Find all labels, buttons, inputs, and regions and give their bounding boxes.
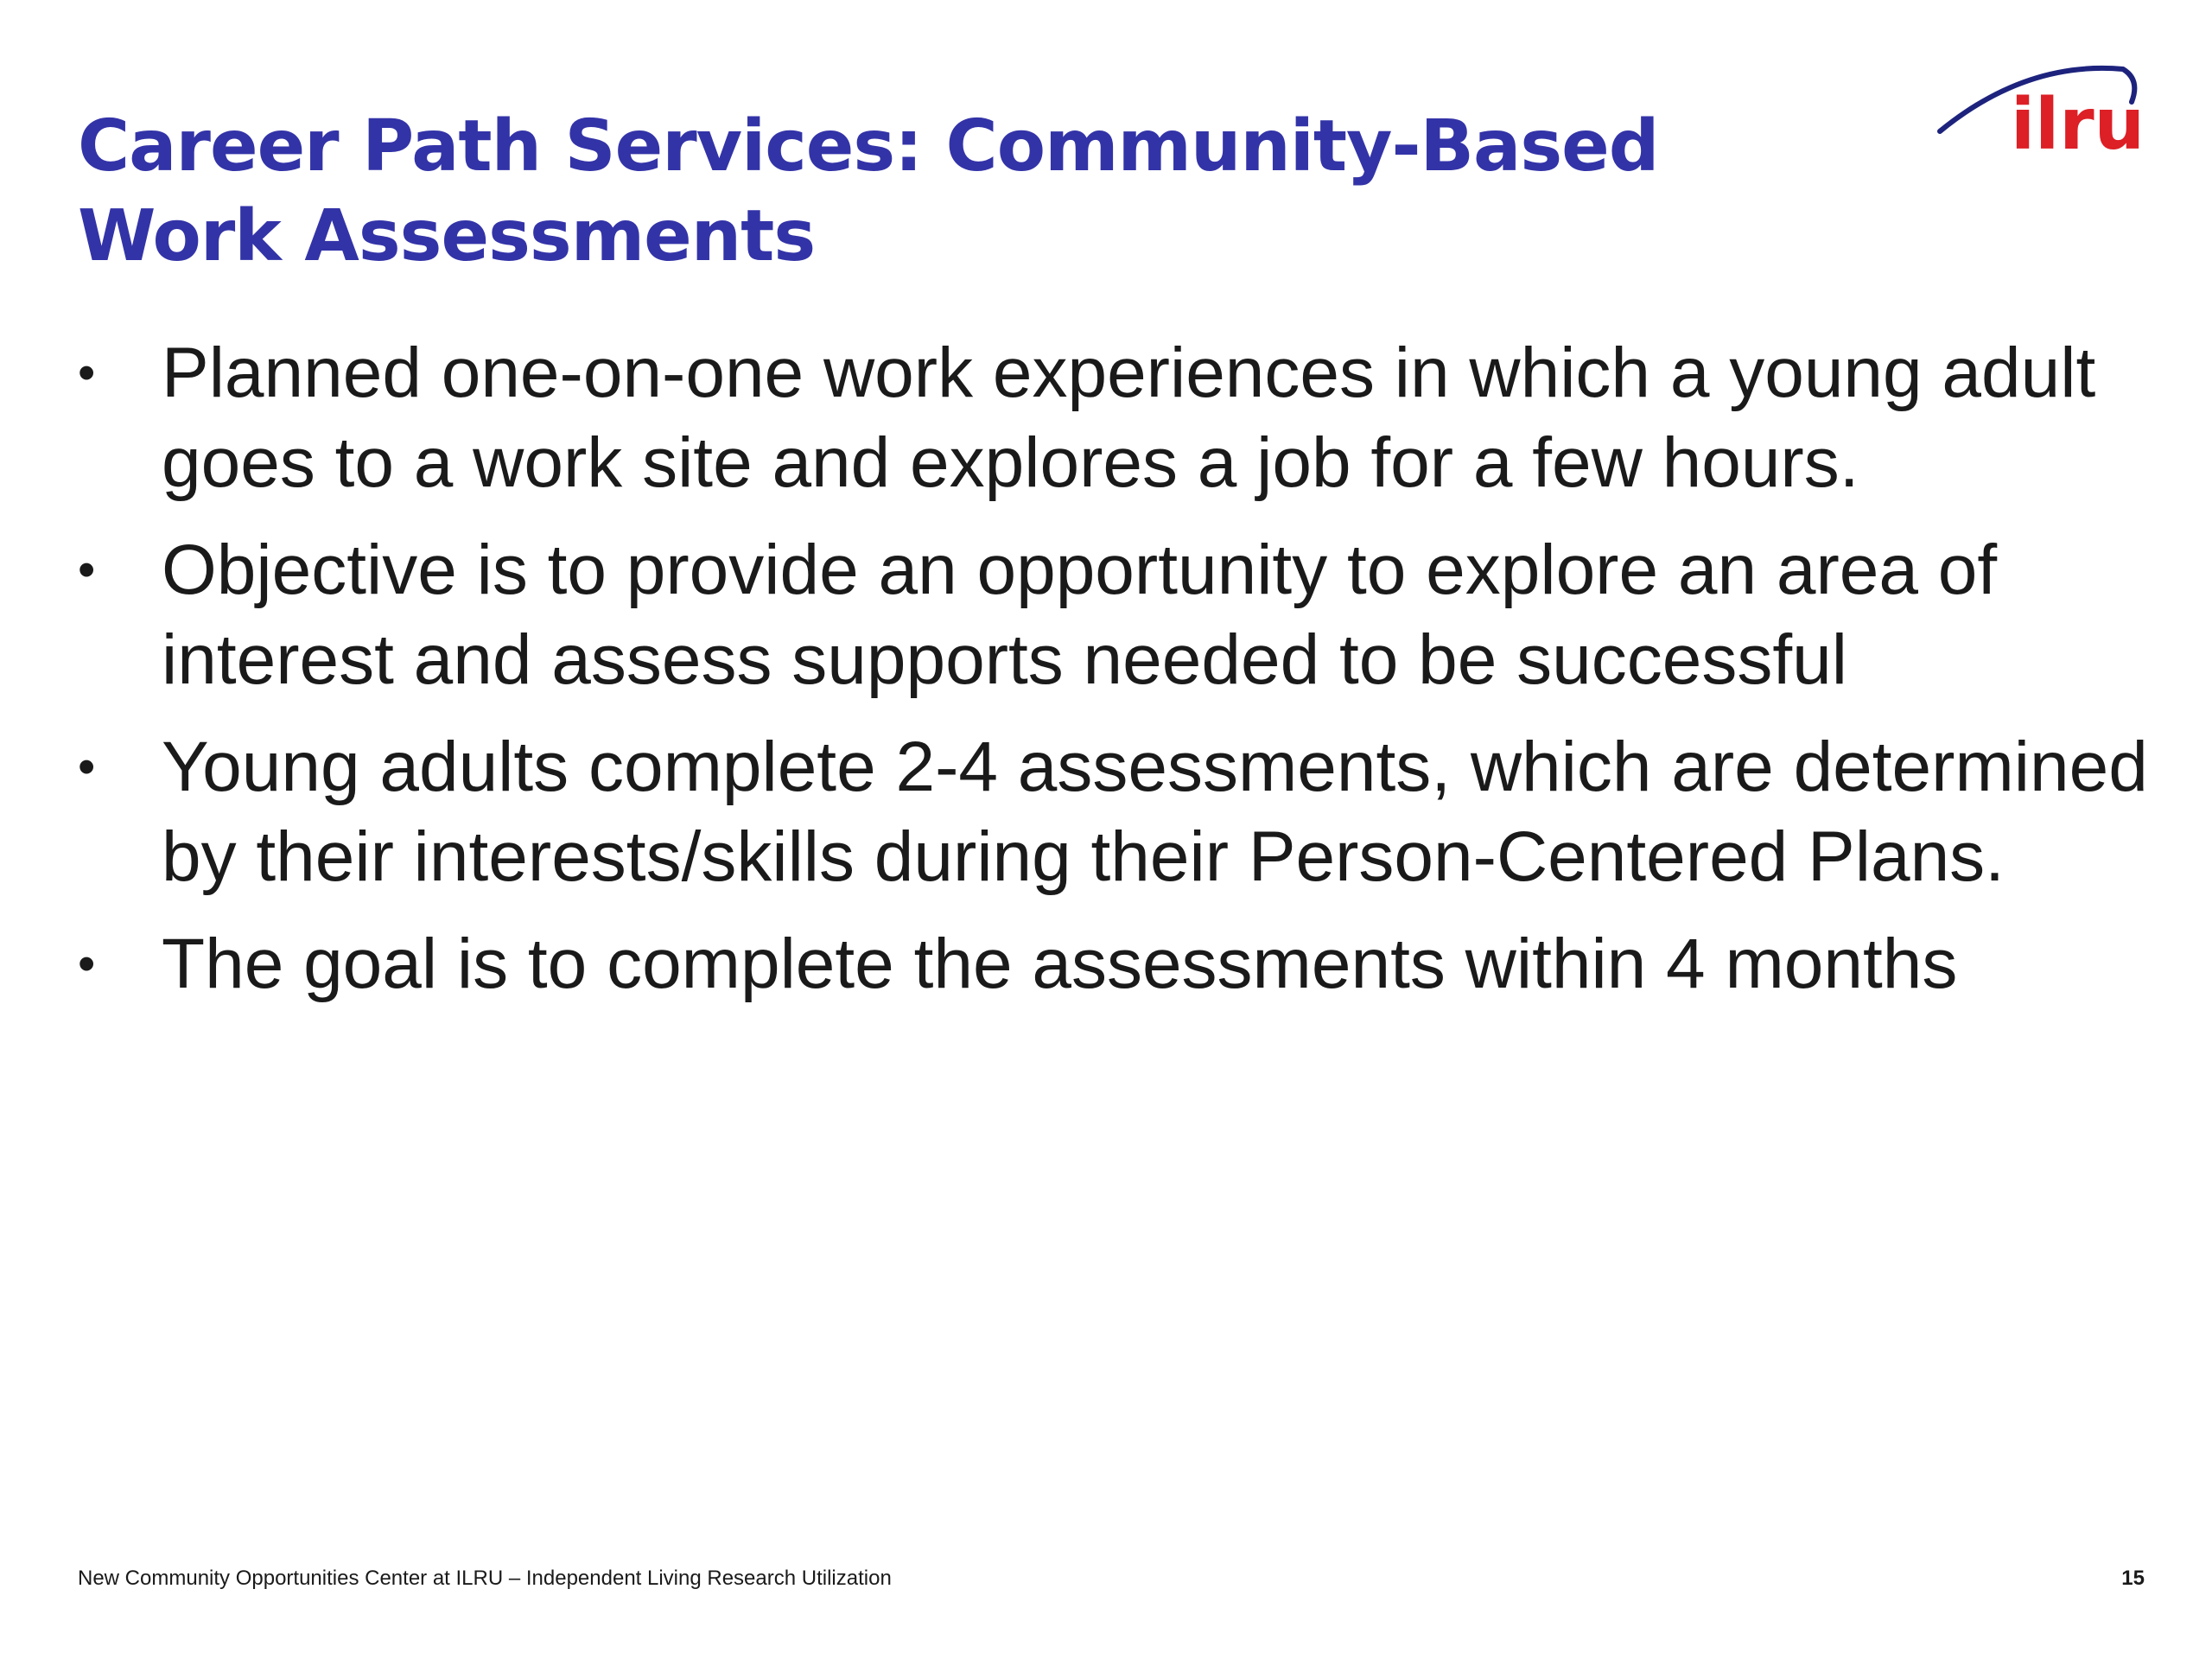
bullet-text: Young adults complete 2-4 assessments, which are determined by their interests/skills during their Person-Centered Plans. [162, 728, 2148, 896]
bullet-text: Planned one-on-one work experiences in which a young adult goes to a work site and explores a job for a few hours. [162, 334, 2096, 502]
ilru-logo [1923, 35, 2147, 164]
bullet-item [78, 722, 2169, 902]
bullet-dot-icon: • [78, 542, 96, 598]
bullet-item [78, 525, 2169, 705]
bullet-list [78, 328, 2169, 1027]
slide-footer: New Community Opportunities Center at ILRU – Independent Living Research Utilization [78, 1567, 892, 1590]
bullet-item [78, 919, 2169, 1009]
bullet-item [78, 328, 2169, 508]
slide-title: Career Path Services: Community-Based Work Assessments [78, 105, 1659, 277]
bullet-dot-icon: • [78, 936, 96, 992]
logo-text: ilru [2011, 84, 2145, 164]
bullet-text: Objective is to provide an opportunity to explore an area of interest and assess supports needed to be successful [162, 531, 1998, 699]
bullet-text: The goal is to complete the assessments within 4 months [162, 925, 1958, 1003]
bullet-dot-icon: • [78, 345, 96, 401]
bullet-dot-icon: • [78, 739, 96, 795]
logo-arc-icon [1923, 35, 2147, 164]
page-number: 15 [2121, 1567, 2145, 1590]
